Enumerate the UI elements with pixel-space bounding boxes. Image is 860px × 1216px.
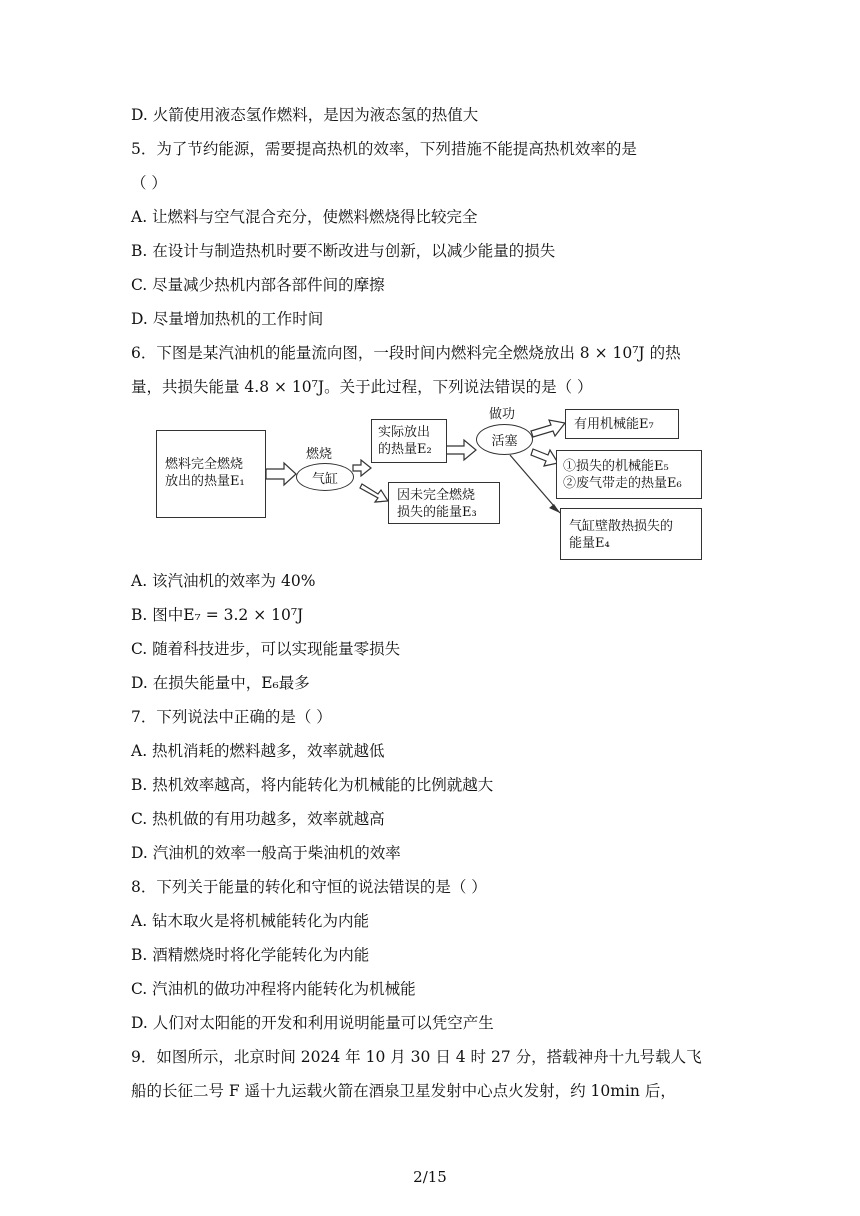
question-5: 5．为了节约能源，需要提高热机的效率，下列措施不能提高热机效率的是	[131, 140, 637, 158]
option-b: B. 热机效率越高，将内能转化为机械能的比例就越大	[131, 776, 494, 794]
option-c: C. 热机做的有用功越多，效率就越高	[131, 810, 385, 828]
arrow-icon	[531, 420, 565, 437]
arrow-icon	[266, 463, 296, 485]
box2-line-1: 实际放出	[378, 425, 431, 440]
box3-line-1: 因未完全燃烧	[397, 488, 476, 503]
box2-line-2: 的热量E₂	[378, 442, 432, 457]
question-6: 6．下图是某汽油机的能量流向图，一段时间内燃料完全燃烧放出 8 × 10⁷J 的热	[131, 344, 681, 362]
option-a: A. 钻木取火是将机械能转化为内能	[131, 912, 370, 930]
box3-line-2: 损失的能量E₃	[397, 505, 477, 520]
box-losses-e5-e6	[556, 450, 702, 499]
energy-flow-diagram	[150, 405, 710, 565]
option-d: D. 在损失能量中，E₆最多	[131, 674, 310, 692]
box56-line-1: ①损失的机械能E₅	[563, 459, 669, 474]
question-9: 9．如图所示，北京时间 2024 年 10 月 30 日 4 时 27 分，搭载神舟十九号载人飞	[131, 1048, 702, 1066]
arrow-icon	[360, 484, 388, 502]
option-d: D. 汽油机的效率一般高于柴油机的效率	[131, 844, 401, 862]
label-work: 做功	[489, 407, 516, 422]
question-7: 7．下列说法中正确的是（ ）	[131, 708, 332, 726]
arrow-icon	[353, 460, 371, 476]
box4-line-1: 气缸壁散热损失的	[569, 519, 674, 534]
option-c: C. 尽量减少热机内部各部件间的摩擦	[131, 276, 385, 294]
box-useful-e7: 有用机械能E₇	[565, 409, 679, 439]
box4-line-2: 能量E₄	[569, 536, 610, 551]
option-d: D. 尽量增加热机的工作时间	[131, 310, 324, 328]
page-number: 2/15	[413, 1168, 447, 1186]
box56-line-2: ②废气带走的热量E₆	[563, 476, 682, 491]
option-a: A. 该汽油机的效率为 40%	[131, 572, 316, 590]
option-c: C. 汽油机的做功冲程将内能转化为机械能	[131, 980, 416, 998]
text-line: 船的长征二号 F 遥十九运载火箭在酒泉卫星发射中心点火发射，约 10min 后，	[131, 1082, 676, 1100]
option-a: A. 让燃料与空气混合充分，使燃料燃烧得比较完全	[131, 208, 478, 226]
box-actual-heat-e2	[371, 419, 447, 463]
text-line: D. 火箭使用液态氢作燃料，是因为液态氢的热值大	[131, 106, 479, 124]
ellipse-piston: 活塞	[476, 424, 533, 455]
option-b: B. 在设计与制造热机时要不断改进与创新，以减少能量的损失	[131, 242, 556, 260]
text-line: （ ）	[131, 174, 167, 192]
box-fuel-line-2: 放出的热量E₁	[165, 474, 245, 489]
box-fuel-heat-e1	[156, 430, 266, 518]
box-fuel-line-1: 燃料完全燃烧	[165, 457, 244, 472]
box-wall-heat-e4	[560, 508, 702, 560]
arrow-icon	[446, 440, 476, 460]
option-c: C. 随着科技进步，可以实现能量零损失	[131, 640, 401, 658]
option-a: A. 热机消耗的燃料越多，效率就越低	[131, 742, 385, 760]
question-8: 8．下列关于能量的转化和守恒的说法错误的是（ ）	[131, 878, 487, 896]
box-incomplete-loss-e3	[388, 482, 500, 524]
option-b: B. 酒精燃烧时将化学能转化为内能	[131, 946, 370, 964]
option-b: B. 图中E₇ = 3.2 × 10⁷J	[131, 606, 304, 624]
text-line: 量，共损失能量 4.8 × 10⁷J。关于此过程，下列说法错误的是（ ）	[131, 378, 593, 396]
arrow-icon	[531, 449, 558, 466]
label-burn: 燃烧	[306, 447, 333, 462]
ellipse-cylinder: 气缸	[296, 463, 354, 491]
option-d: D. 人们对太阳能的开发和利用说明能量可以凭空产生	[131, 1014, 494, 1032]
